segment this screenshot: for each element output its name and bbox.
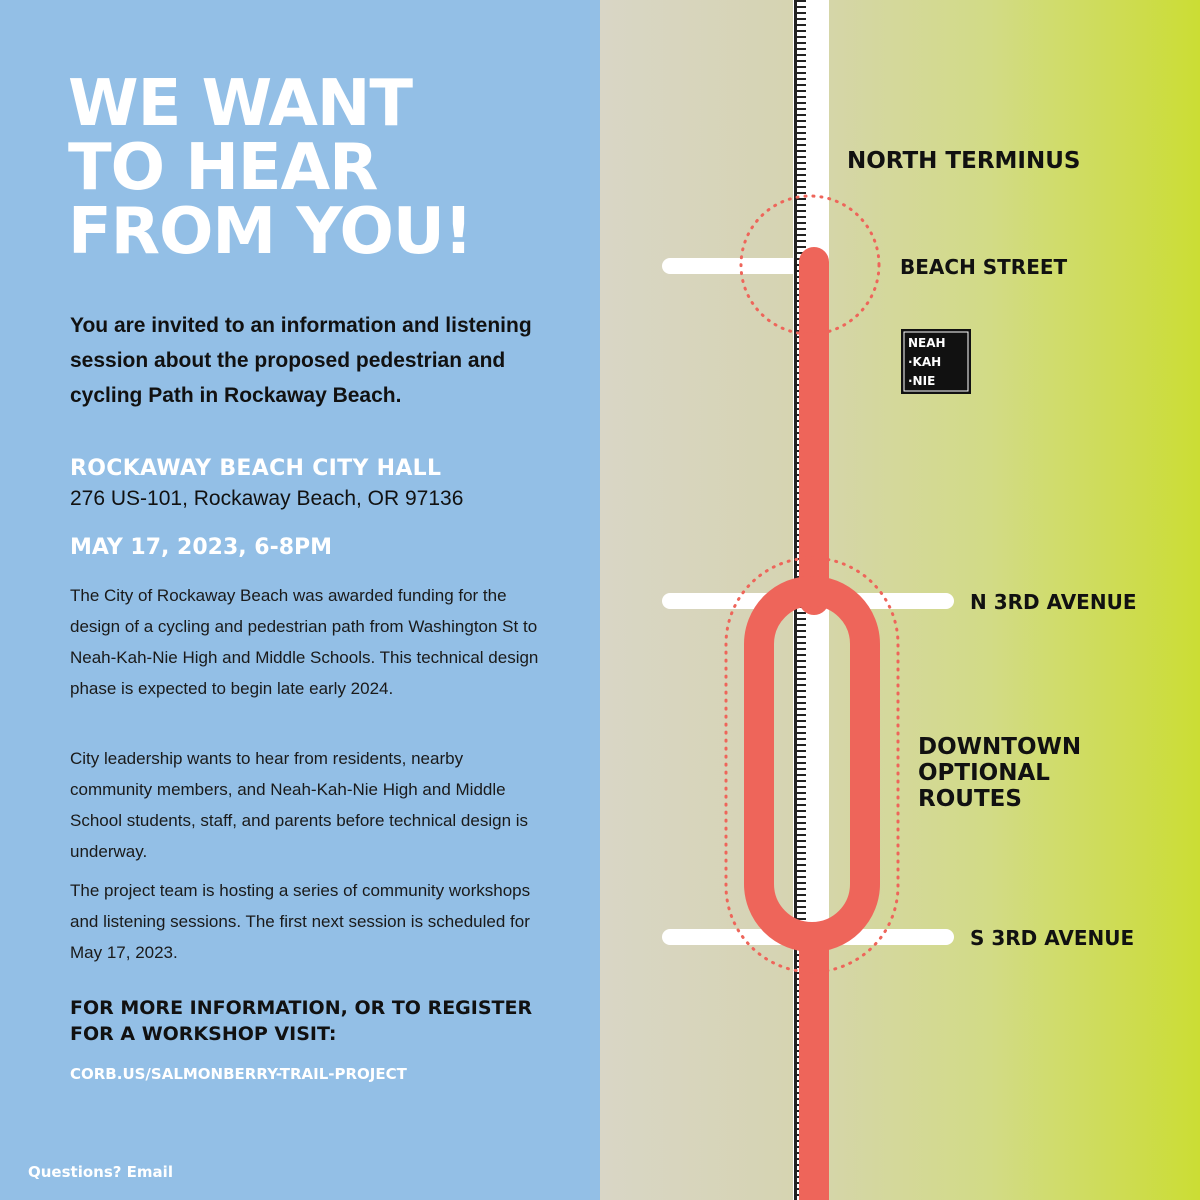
label-routes: ROUTES xyxy=(918,786,1022,812)
street-beach xyxy=(662,258,812,274)
intro-text: You are invited to an information and listening session about the proposed pedestrian and cycling Path in Rockaway Beach. xyxy=(70,314,532,407)
svg-text:·KAH: ·KAH xyxy=(908,355,942,369)
svg-text:NEAH: NEAH xyxy=(908,336,946,350)
svg-text:·NIE: ·NIE xyxy=(908,374,936,388)
event-date: MAY 17, 2023, 6-8PM xyxy=(70,535,333,560)
label-beach-street: BEACH STREET xyxy=(900,255,1068,279)
label-n3rd-avenue: N 3RD AVENUE xyxy=(970,590,1137,614)
label-north-terminus: NORTH TERMINUS xyxy=(847,148,1081,174)
neahkahnie-logo xyxy=(901,329,971,394)
paragraph-funding: The City of Rockaway Beach was awarded funding for the design of a cycling and pedestrian path from Washington St to Neah-Kah-Nie High and Middle Schools. This technical design phase is expected to begin late early 2024. xyxy=(70,586,539,698)
headline-line-1: WE WANT xyxy=(68,67,413,141)
label-s3rd-avenue: S 3RD AVENUE xyxy=(970,926,1135,950)
headline-line-2: TO HEAR xyxy=(68,131,378,205)
venue-name: ROCKAWAY BEACH CITY HALL xyxy=(70,456,442,481)
venue-address: 276 US-101, Rockaway Beach, OR 97136 xyxy=(70,487,464,510)
paragraph-workshops: The project team is hosting a series of community workshops and listening sessions. The first next session is scheduled for May 17, 2023. xyxy=(70,881,531,962)
questions-email: Questions? Email xyxy=(28,1163,173,1181)
paragraph-leadership: City leadership wants to hear from residents, nearby community members, and Neah-Kah-Nie High and Middle School students, staff, and parents before technical design is underway. xyxy=(70,749,529,861)
label-optional: OPTIONAL xyxy=(918,760,1050,786)
project-link[interactable]: CORB.US/SALMONBERRY-TRAIL-PROJECT xyxy=(70,1065,407,1083)
cta-heading: FOR MORE INFORMATION, OR TO REGISTER FOR A WORKSHOP VISIT: xyxy=(70,997,533,1045)
headline-line-3: FROM YOU! xyxy=(68,195,472,269)
label-downtown: DOWNTOWN xyxy=(918,734,1082,760)
